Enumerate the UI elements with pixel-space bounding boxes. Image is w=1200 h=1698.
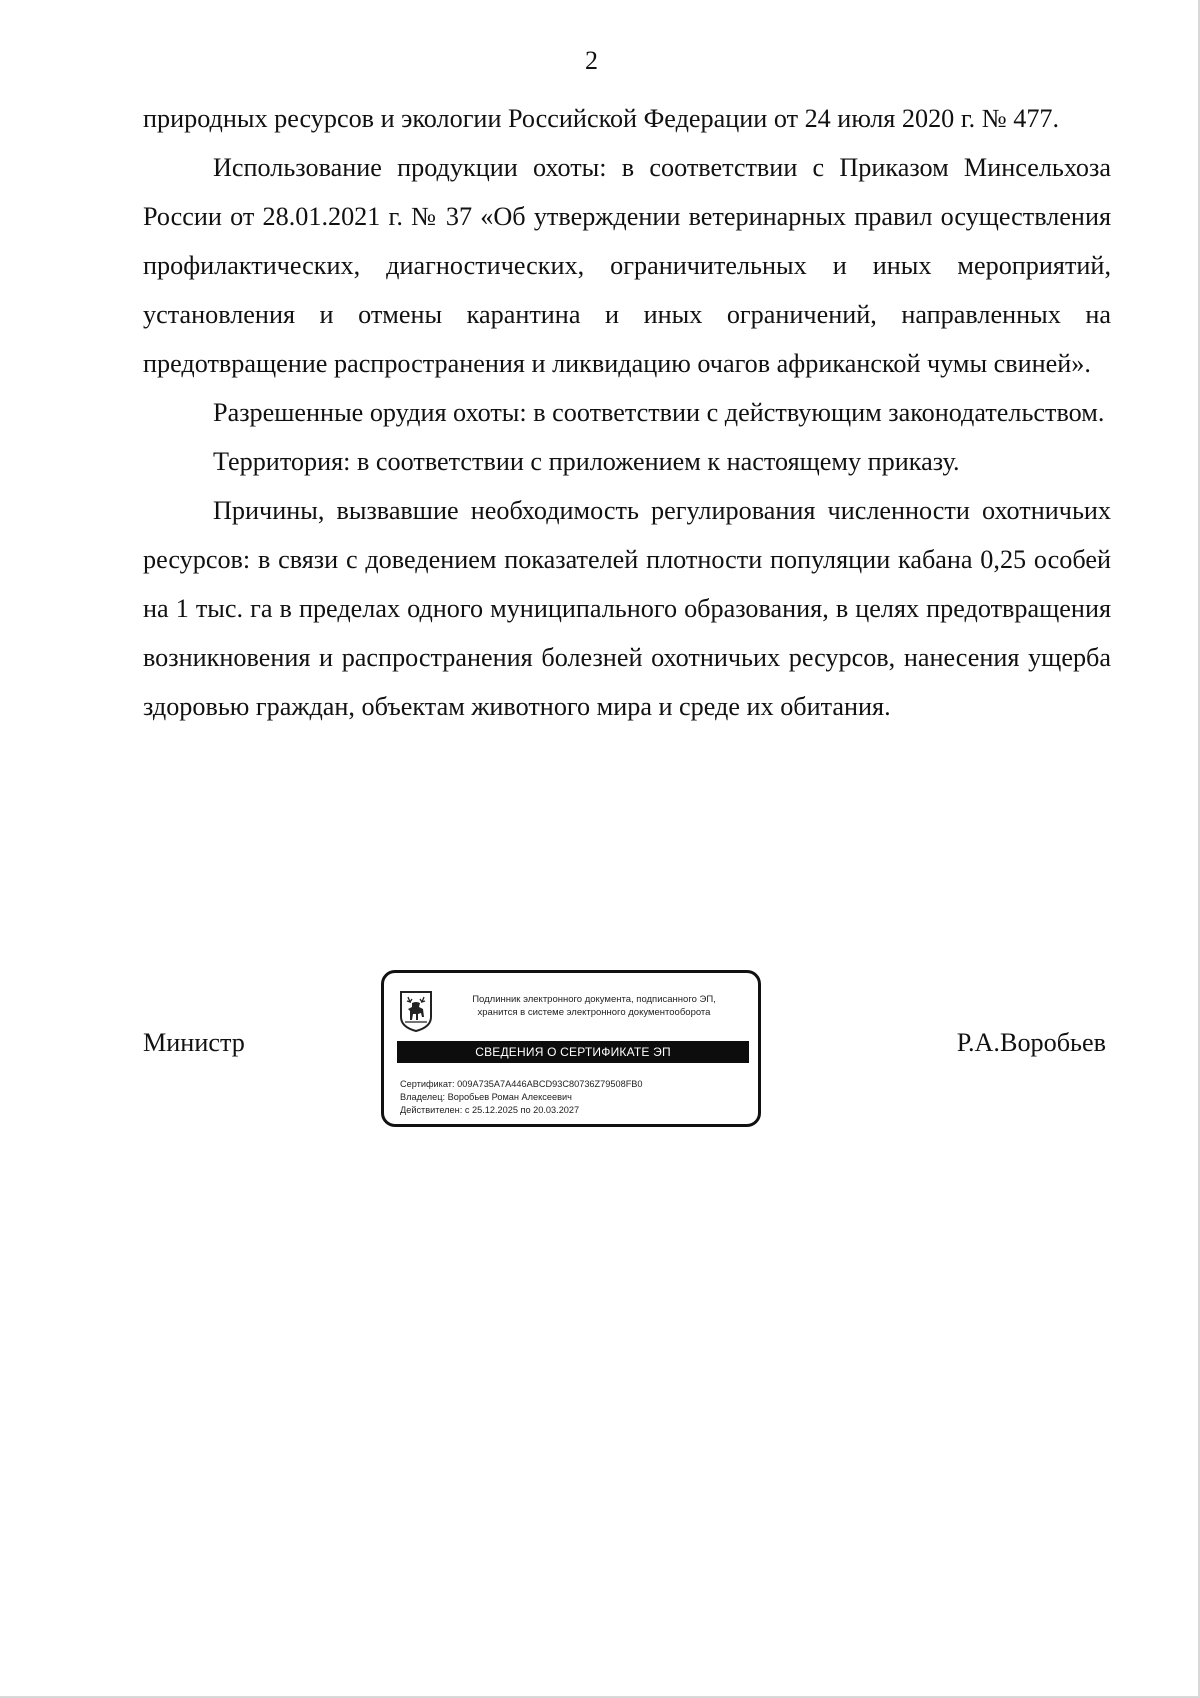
- paragraph-continuation: природных ресурсов и экологии Российской Федерации от 24 июля 2020 г. № 477.: [143, 104, 1060, 133]
- paragraph-hunting-products: Использование продукции охоты: в соответствии с Приказом Минсельхоза России от 28.01.2021 г. № 37 «Об утверждении ветеринарных правил осуществления профилактических, диагностических, ограничительных и иных мероприятий, установления и отмены карантина и иных ограничений, направленных на предотвращение распространения и ликвидацию очагов африканской чумы свиней».: [143, 153, 1111, 378]
- page-number: 2: [585, 46, 598, 75]
- document-body: [143, 94, 1111, 731]
- paragraph-territory: Территория: в соответствии с приложением к настоящему приказу.: [213, 447, 960, 476]
- signer-title: Министр: [143, 1028, 245, 1057]
- stamp-validity: Действителен: с 25.12.2025 по 20.03.2027: [400, 1105, 580, 1115]
- signature-block: [143, 970, 1111, 1132]
- stamp-caption: [444, 993, 744, 1019]
- electronic-signature-stamp: [381, 970, 761, 1127]
- stamp-caption-line: Подлинник электронного документа, подписанного ЭП,: [472, 994, 716, 1005]
- deer-emblem-icon: [398, 989, 434, 1033]
- paragraph-reasons: Причины, вызвавшие необходимость регулирования численности охотничьих ресурсов: в связи с доведением показателей плотности популяции кабана 0,25 особей на 1 тыс. га в пределах одного муниципального образования, в целях предотвращения возникновения и распространения болезней охотничьих ресурсов, нанесения ущерба здоровью граждан, объектам животного мира и среде их обитания.: [143, 496, 1111, 721]
- stamp-header: СВЕДЕНИЯ О СЕРТИФИКАТЕ ЭП: [397, 1041, 749, 1063]
- stamp-certificate: Сертификат: 009A735A7A446ABCD93C80736Z79508FB0: [400, 1079, 643, 1089]
- signer-name: Р.А.Воробьев: [956, 1028, 1106, 1057]
- stamp-caption-line: хранится в системе электронного документооборота: [477, 1007, 711, 1018]
- stamp-owner: Владелец: Воробьев Роман Алексеевич: [400, 1092, 572, 1102]
- paragraph-hunting-tools: Разрешенные орудия охоты: в соответствии с действующим законодательством.: [213, 398, 1105, 427]
- stamp-details: [400, 1078, 643, 1117]
